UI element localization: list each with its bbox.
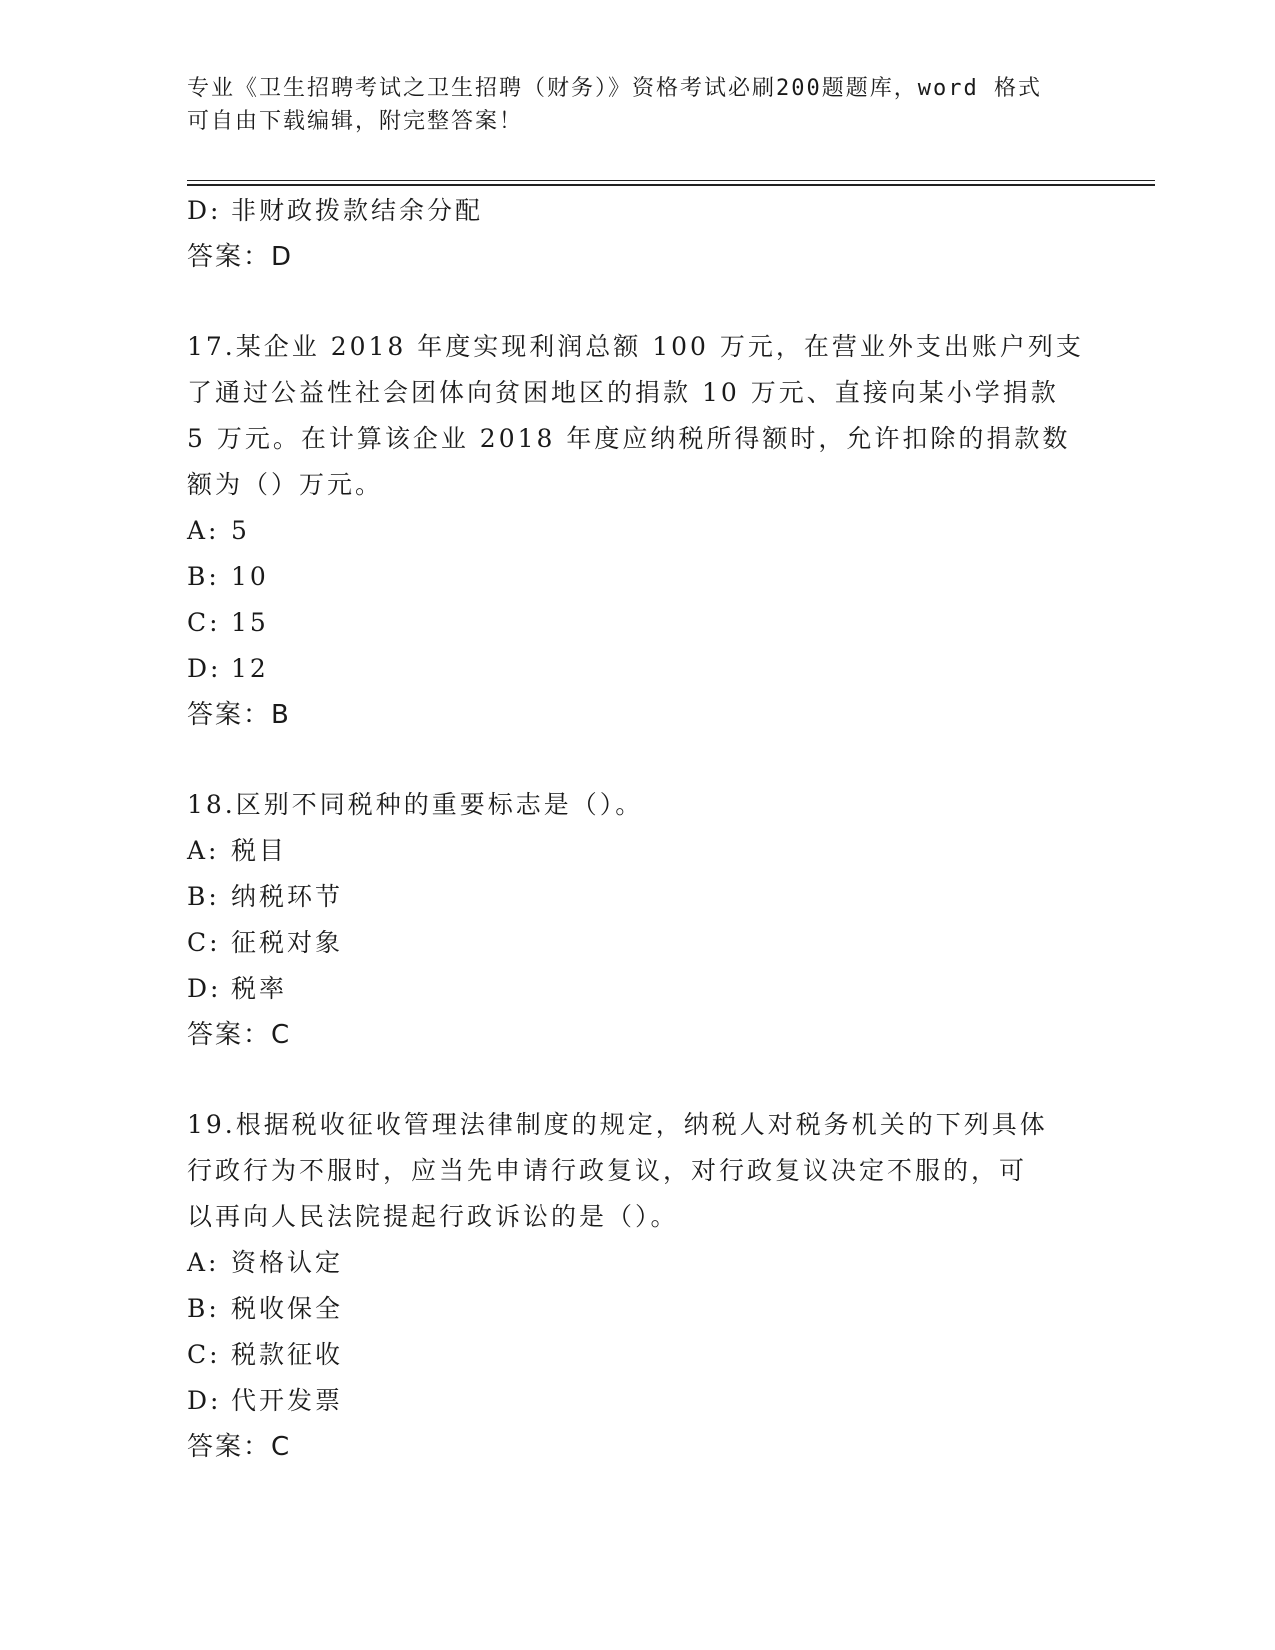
option-text: 纳税环节 [231, 882, 344, 911]
option-a [187, 828, 1087, 874]
header-divider-top [187, 180, 1155, 181]
option-a [187, 1240, 1087, 1286]
option-key: D: [187, 196, 222, 225]
option-text: 12 [231, 654, 269, 683]
option-key: B: [187, 882, 220, 911]
header-line-1: 专业《卫生招聘考试之卫生招聘（财务）》资格考试必刷200题题库，word 格式 [187, 76, 1042, 101]
option-key: B: [187, 1294, 220, 1323]
spacer [187, 1058, 1087, 1102]
option-c [187, 600, 1087, 646]
option-text: 税目 [231, 836, 288, 865]
option-text: 非财政拨款结余分配 [231, 196, 484, 225]
option-text: 税款征收 [231, 1340, 344, 1369]
spacer [187, 280, 1087, 324]
option-key: D: [187, 1386, 222, 1415]
option-key: A: [187, 1248, 220, 1277]
option-text: 税收保全 [231, 1294, 344, 1323]
option-key: C: [187, 1340, 221, 1369]
option-text: 5 [231, 516, 250, 545]
option-d [187, 646, 1087, 692]
option-d [187, 1378, 1087, 1424]
option-c [187, 920, 1087, 966]
option-b [187, 874, 1087, 920]
option-b [187, 554, 1087, 600]
option-key: D: [187, 654, 222, 683]
option-b [187, 1286, 1087, 1332]
question-text-line: 5 万元。在计算该企业 2018 年度应纳税所得额时，允许扣除的捐款数 [187, 424, 1071, 453]
option-key: A: [187, 836, 220, 865]
option-text: 代开发票 [231, 1386, 344, 1415]
option-text: 10 [231, 562, 269, 591]
question-18 [187, 782, 1087, 1058]
option-text: 征税对象 [231, 928, 344, 957]
question-19 [187, 1102, 1087, 1470]
option-text: 资格认定 [231, 1248, 344, 1277]
option-c [187, 1332, 1087, 1378]
question-text-line: 17.某企业 2018 年度实现利润总额 100 万元，在营业外支出账户列支 [187, 332, 1084, 361]
answer: 答案：B [187, 700, 291, 730]
question-text-line: 19.根据税收征收管理法律制度的规定，纳税人对税务机关的下列具体 [187, 1110, 1048, 1139]
header-line-2: 可自由下载编辑，附完整答案！ [187, 109, 524, 134]
page-header [187, 72, 1067, 138]
question-text-line: 了通过公益性社会团体向贫困地区的捐款 10 万元、直接向某小学捐款 [187, 378, 1059, 407]
question-text-line: 行政行为不服时，应当先申请行政复议，对行政复议决定不服的，可 [187, 1156, 1028, 1185]
option-d [187, 966, 1087, 1012]
option-key: A: [187, 516, 220, 545]
question-text-line: 以再向人民法院提起行政诉讼的是（）。 [187, 1202, 679, 1231]
option-key: B: [187, 562, 220, 591]
option-text: 15 [231, 608, 269, 637]
question-text-line: 额为（）万元。 [187, 470, 384, 499]
option-key: C: [187, 608, 221, 637]
header-divider-bottom [187, 184, 1155, 186]
question-17 [187, 324, 1087, 738]
option-a [187, 508, 1087, 554]
option-text: 税率 [231, 974, 288, 1003]
option-key: D: [187, 974, 222, 1003]
spacer [187, 738, 1087, 782]
answer: 答案：C [187, 1432, 292, 1462]
prev-answer: 答案：D [187, 242, 294, 272]
question-text-line: 18.区别不同税种的重要标志是（）。 [187, 790, 644, 819]
option-key: C: [187, 928, 221, 957]
answer: 答案：C [187, 1020, 292, 1050]
document-body [187, 188, 1087, 1470]
prev-option-d [187, 188, 1087, 234]
